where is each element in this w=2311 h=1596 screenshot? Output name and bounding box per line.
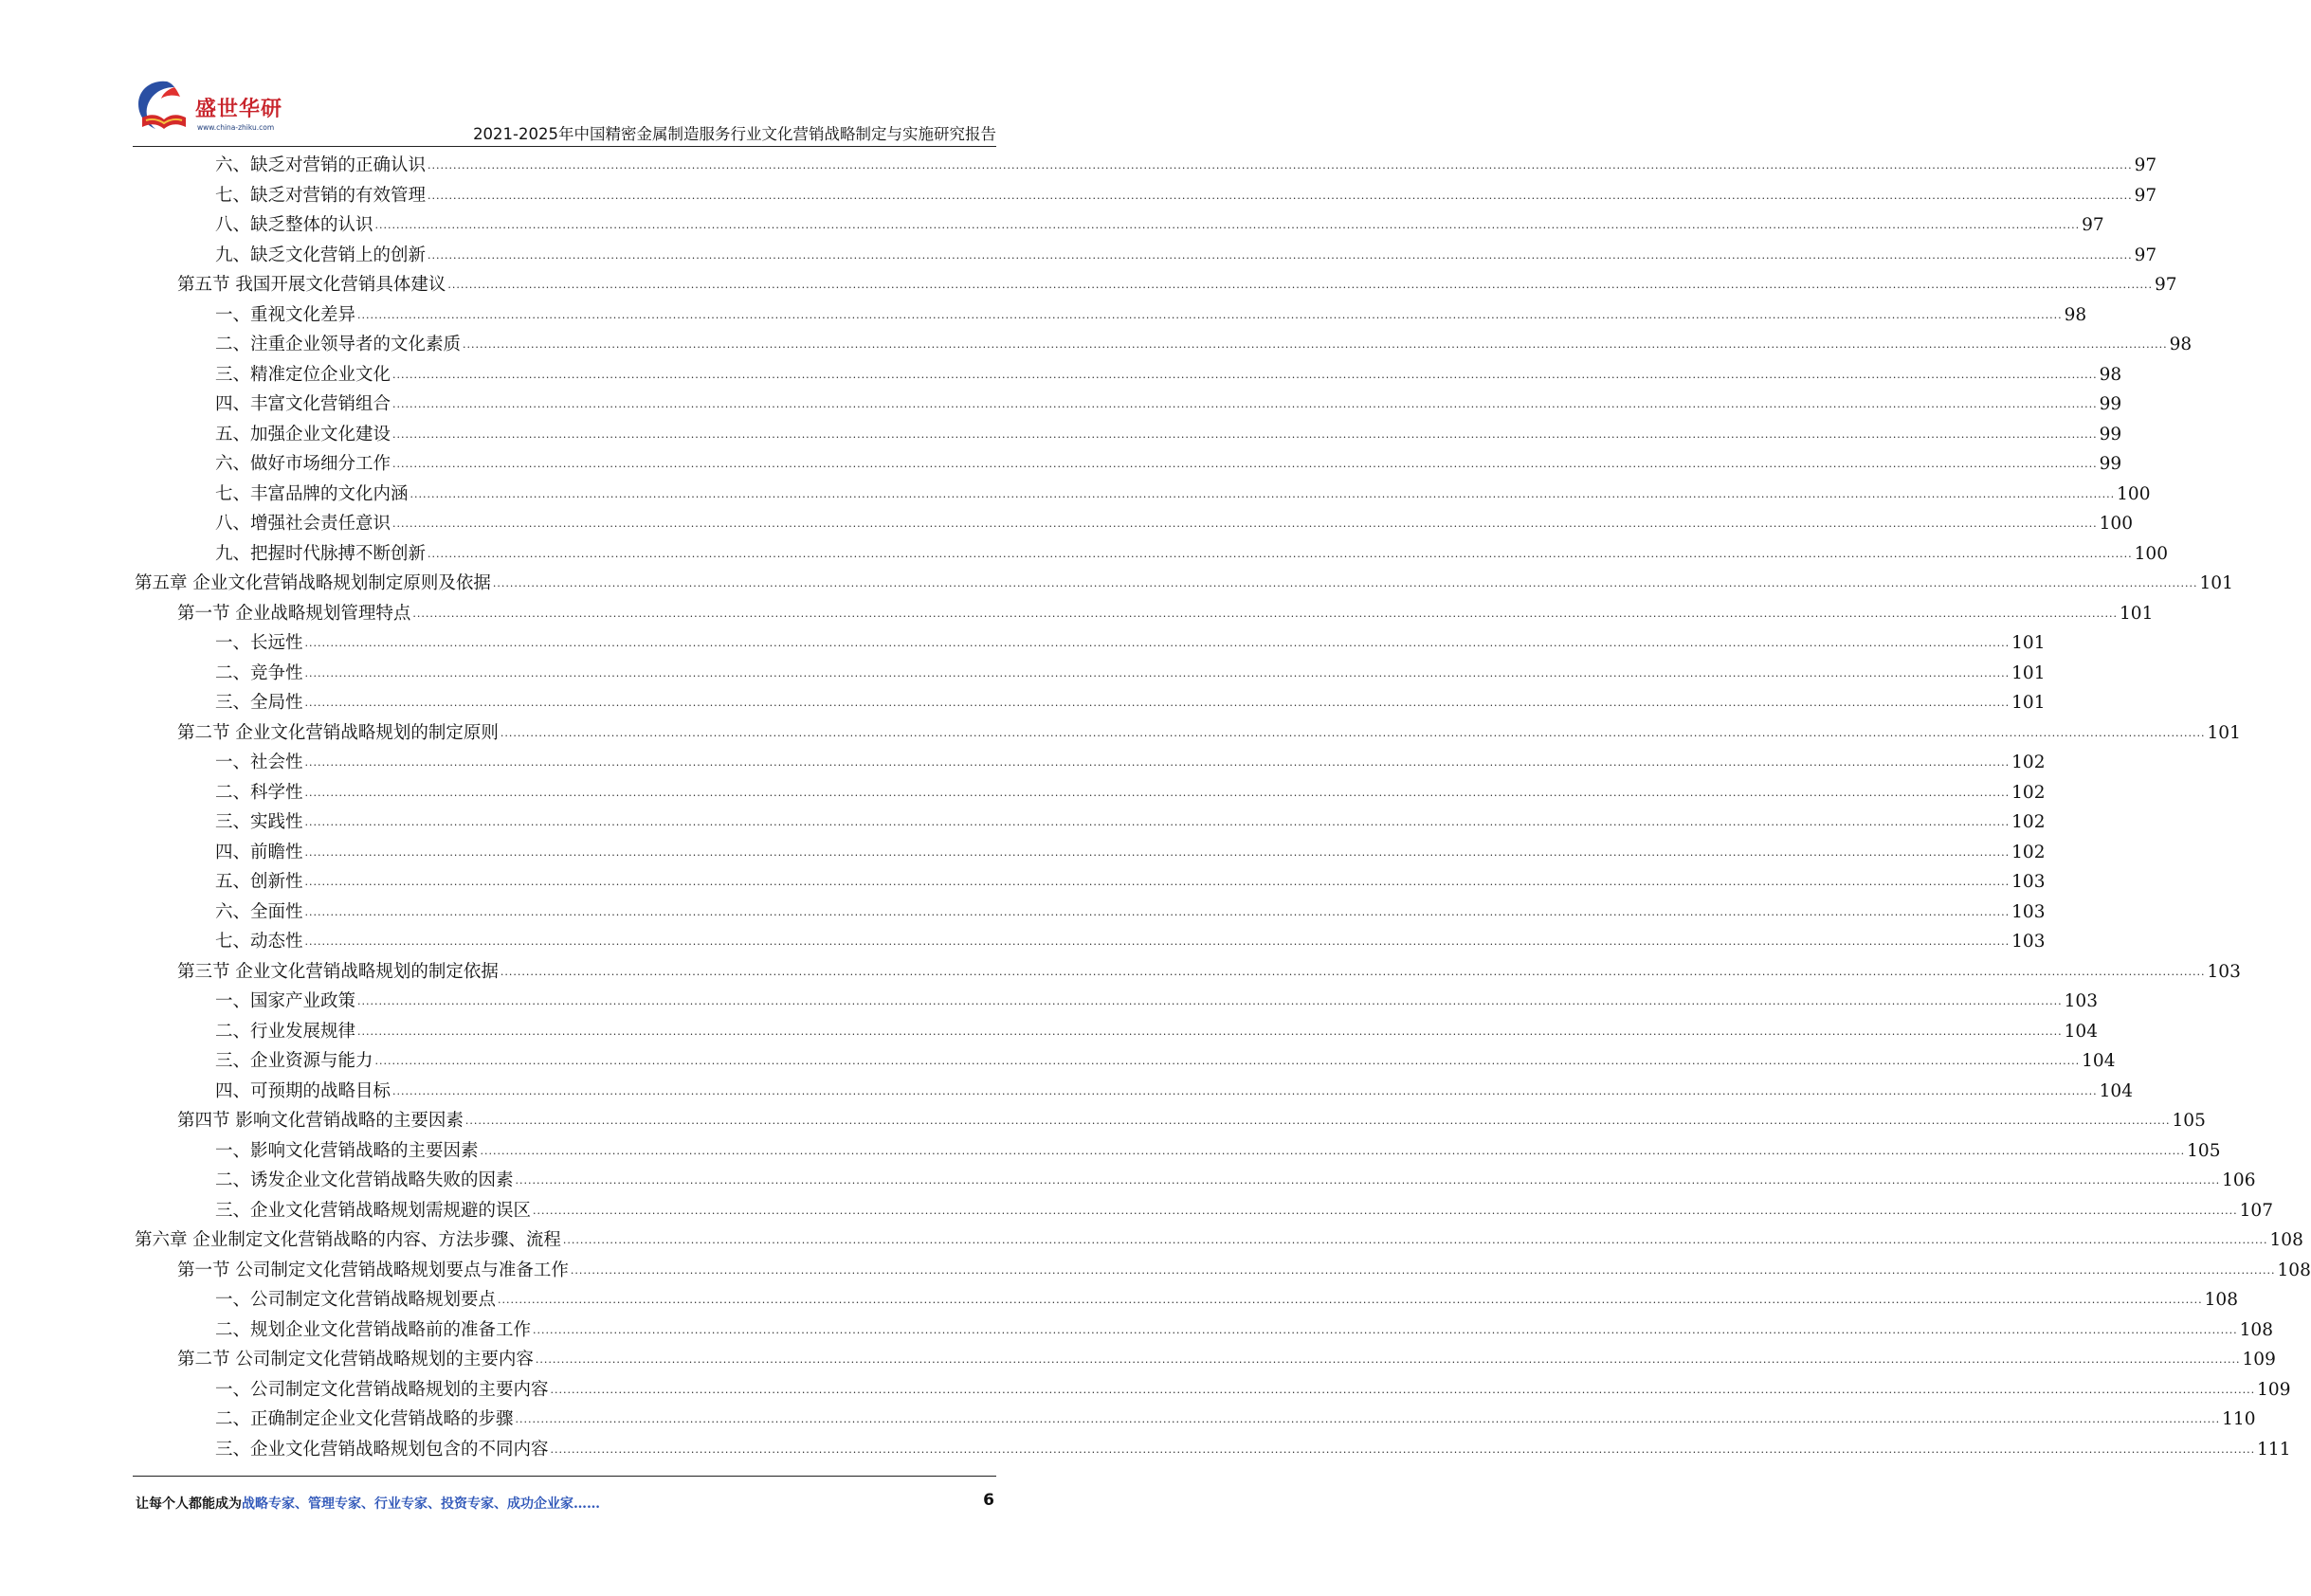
toc-entry[interactable]: [135, 987, 2098, 1017]
toc-dot-leader: ................................................................................................................................................................................................................................................................................................................................................................................................................: [570, 1263, 2276, 1277]
toc-entry-page: 101: [2120, 603, 2154, 624]
footer-slogan-highlight: 战略专家、管理专家、行业专家、投资专家、成功企业家……: [242, 1496, 600, 1512]
toc-entry-title: 九、缺乏文化营销上的创新: [215, 245, 427, 265]
toc-entry-page: 108: [2239, 1319, 2273, 1340]
toc-entry-title: 三、精准定位企业文化: [215, 364, 391, 385]
toc-entry-title: 第五节 我国开展文化营销具体建议: [177, 275, 446, 295]
toc-entry-title: 二、科学性: [215, 782, 303, 803]
toc-entry[interactable]: [135, 181, 2157, 211]
toc-entry[interactable]: [135, 927, 2046, 957]
toc-entry-title: 第五章 企业文化营销战略规划制定原则及依据: [135, 573, 491, 593]
toc-entry-page: 97: [2155, 275, 2177, 295]
toc-entry-page: 103: [2011, 932, 2046, 952]
toc-dot-leader: ................................................................................................................................................................................................................................................................................................................................................................................................................: [304, 935, 2011, 948]
toc-entry[interactable]: [135, 659, 2046, 689]
toc-dot-leader: ................................................................................................................................................................................................................................................................................................................................................................................................................: [357, 995, 2063, 1007]
toc-entry-title: 六、全面性: [215, 901, 303, 922]
toc-entry[interactable]: [135, 778, 2046, 808]
toc-entry[interactable]: [135, 718, 2241, 749]
toc-dot-leader: ................................................................................................................................................................................................................................................................................................................................................................................................................: [392, 427, 2098, 441]
footer-slogan-prefix: 让每个人都能成为: [136, 1496, 242, 1512]
toc-entry-page: 103: [2064, 991, 2098, 1011]
toc-entry[interactable]: [135, 1315, 2273, 1346]
toc-dot-leader: ................................................................................................................................................................................................................................................................................................................................................................................................................: [392, 517, 2098, 530]
toc-entry-title: 第六章 企业制定文化营销战略的内容、方法步骤、流程: [135, 1230, 561, 1250]
toc-entry[interactable]: [135, 688, 2046, 718]
toc-entry-title: 二、诱发企业文化营销战略失败的因素: [215, 1170, 514, 1190]
toc-entry[interactable]: [135, 1435, 2291, 1465]
page-number: 6: [983, 1491, 994, 1510]
toc-entry-title: 一、长远性: [215, 633, 303, 653]
toc-entry-title: 一、影响文化营销战略的主要因素: [215, 1140, 479, 1161]
toc-entry[interactable]: [135, 838, 2046, 868]
toc-entry[interactable]: [135, 628, 2046, 659]
toc-dot-leader: ................................................................................................................................................................................................................................................................................................................................................................................................................: [304, 666, 2011, 680]
logo-name: 盛世华研: [195, 98, 283, 121]
toc-entry-title: 第四节 影响文化营销战略的主要因素: [177, 1111, 464, 1131]
toc-dot-leader: ................................................................................................................................................................................................................................................................................................................................................................................................................: [464, 1115, 2171, 1127]
toc-entry-title: 七、缺乏对营销的有效管理: [215, 185, 427, 206]
toc-entry[interactable]: [135, 1046, 2116, 1077]
toc-entry-page: 97: [2134, 155, 2157, 175]
toc-entry[interactable]: [135, 599, 2154, 629]
logo-url: www.china-zhiku.com: [197, 123, 275, 132]
logo-book-icon: [133, 76, 195, 138]
page-header: [0, 0, 1129, 152]
toc-dot-leader: ................................................................................................................................................................................................................................................................................................................................................................................................................: [374, 219, 2081, 231]
toc-entry-title: 七、动态性: [215, 932, 303, 952]
toc-entry[interactable]: [135, 1225, 2303, 1256]
toc-entry-page: 101: [2199, 573, 2233, 593]
toc-dot-leader: ................................................................................................................................................................................................................................................................................................................................................................................................................: [392, 368, 2098, 381]
toc-entry-page: 102: [2011, 753, 2046, 772]
toc-dot-leader: ................................................................................................................................................................................................................................................................................................................................................................................................................: [357, 308, 2063, 321]
toc-entry[interactable]: [135, 390, 2122, 420]
toc-entry-title: 二、竞争性: [215, 662, 303, 683]
toc-dot-leader: ................................................................................................................................................................................................................................................................................................................................................................................................................: [535, 1353, 2241, 1366]
toc-entry-page: 105: [2187, 1140, 2221, 1161]
toc-entry-page: 110: [2222, 1409, 2256, 1429]
toc-entry-page: 102: [2011, 782, 2046, 803]
header-divider: [133, 146, 996, 147]
toc-entry[interactable]: [135, 1256, 2311, 1286]
toc-dot-leader: ................................................................................................................................................................................................................................................................................................................................................................................................................: [447, 279, 2154, 291]
toc-entry-title: 第一节 公司制定文化营销战略规划要点与准备工作: [177, 1260, 569, 1280]
toc-dot-leader: ................................................................................................................................................................................................................................................................................................................................................................................................................: [550, 1442, 2256, 1456]
toc-entry-page: 102: [2011, 842, 2046, 862]
toc-entry-page: 107: [2239, 1200, 2273, 1221]
toc-entry[interactable]: [135, 449, 2122, 480]
toc-dot-leader: ................................................................................................................................................................................................................................................................................................................................................................................................................: [498, 1294, 2203, 1306]
toc-entry-title: 六、做好市场细分工作: [215, 454, 391, 474]
toc-entry-title: 第一节 企业战略规划管理特点: [177, 603, 411, 624]
toc-entry-page: 105: [2172, 1111, 2206, 1131]
toc-entry-title: 四、可预期的战略目标: [215, 1080, 391, 1101]
toc-entry-title: 第三节 企业文化营销战略规划的制定依据: [177, 961, 499, 982]
toc-entry-page: 100: [2099, 514, 2133, 534]
toc-dot-leader: ................................................................................................................................................................................................................................................................................................................................................................................................................: [515, 1413, 2221, 1425]
toc-entry-title: 一、重视文化差异: [215, 304, 356, 325]
toc-entry[interactable]: [135, 151, 2157, 181]
toc-dot-leader: ................................................................................................................................................................................................................................................................................................................................................................................................................: [409, 487, 2116, 500]
footer-slogan: [136, 1494, 600, 1513]
toc-dot-leader: ................................................................................................................................................................................................................................................................................................................................................................................................................: [374, 1055, 2081, 1067]
toc-dot-leader: ................................................................................................................................................................................................................................................................................................................................................................................................................: [480, 1144, 2186, 1157]
toc-entry-page: 104: [2082, 1051, 2116, 1071]
toc-entry-title: 二、规划企业文化营销战略前的准备工作: [215, 1319, 532, 1340]
toc-entry-page: 97: [2082, 215, 2104, 235]
toc-entry-page: 103: [2011, 901, 2046, 922]
toc-entry[interactable]: [135, 1166, 2256, 1196]
toc-entry-title: 五、加强企业文化建设: [215, 424, 391, 444]
toc-dot-leader: ................................................................................................................................................................................................................................................................................................................................................................................................................: [412, 607, 2119, 620]
toc-entry-page: 98: [2064, 304, 2087, 325]
toc-entry-title: 八、增强社会责任意识: [215, 514, 391, 534]
toc-entry-title: 三、全局性: [215, 693, 303, 713]
toc-entry-page: 109: [2242, 1350, 2276, 1369]
toc-entry-title: 二、注重企业领导者的文化素质: [215, 335, 462, 354]
toc-entry[interactable]: [135, 1077, 2133, 1107]
toc-dot-leader: ................................................................................................................................................................................................................................................................................................................................................................................................................: [304, 637, 2011, 649]
toc-entry-title: 四、前瞻性: [215, 842, 303, 862]
toc-entry[interactable]: [135, 210, 2104, 241]
toc-entry-page: 109: [2257, 1379, 2291, 1400]
toc-entry-page: 103: [2011, 872, 2046, 892]
toc-entry-title: 七、丰富品牌的文化内涵: [215, 483, 409, 504]
toc-entry-page: 106: [2222, 1170, 2256, 1190]
toc-entry-page: 101: [2011, 633, 2046, 653]
toc-dot-leader: ................................................................................................................................................................................................................................................................................................................................................................................................................: [304, 845, 2011, 859]
table-of-contents: [135, 151, 2311, 1464]
toc-dot-leader: ................................................................................................................................................................................................................................................................................................................................................................................................................: [428, 248, 2133, 262]
toc-entry-page: 99: [2099, 394, 2122, 414]
toc-entry-page: 99: [2099, 454, 2122, 474]
toc-dot-leader: ................................................................................................................................................................................................................................................................................................................................................................................................................: [533, 1323, 2238, 1336]
toc-entry-page: 103: [2207, 961, 2241, 982]
toc-dot-leader: ................................................................................................................................................................................................................................................................................................................................................................................................................: [392, 398, 2098, 410]
toc-dot-leader: ................................................................................................................................................................................................................................................................................................................................................................................................................: [304, 816, 2011, 828]
toc-entry[interactable]: [135, 957, 2241, 988]
toc-entry-title: 三、企业文化营销战略规划需规避的误区: [215, 1200, 532, 1221]
toc-dot-leader: ................................................................................................................................................................................................................................................................................................................................................................................................................: [562, 1234, 2268, 1246]
toc-entry-page: 108: [2269, 1230, 2303, 1250]
toc-entry-page: 101: [2011, 693, 2046, 713]
toc-entry-title: 三、企业资源与能力: [215, 1051, 373, 1071]
company-logo: [133, 76, 322, 142]
toc-entry[interactable]: [135, 360, 2122, 390]
toc-entry[interactable]: [135, 1017, 2098, 1047]
toc-dot-leader: ................................................................................................................................................................................................................................................................................................................................................................................................................: [550, 1383, 2256, 1396]
toc-dot-leader: ................................................................................................................................................................................................................................................................................................................................................................................................................: [428, 547, 2133, 560]
toc-entry-page: 97: [2134, 185, 2157, 206]
toc-dot-leader: ................................................................................................................................................................................................................................................................................................................................................................................................................: [533, 1204, 2238, 1217]
toc-dot-leader: ................................................................................................................................................................................................................................................................................................................................................................................................................: [392, 458, 2098, 470]
toc-entry-page: 111: [2257, 1439, 2291, 1460]
toc-entry-page: 98: [2099, 364, 2122, 385]
toc-entry-title: 四、丰富文化营销组合: [215, 394, 391, 414]
toc-dot-leader: ................................................................................................................................................................................................................................................................................................................................................................................................................: [515, 1174, 2221, 1187]
toc-entry-page: 108: [2204, 1290, 2238, 1310]
toc-entry[interactable]: [135, 1345, 2276, 1375]
toc-entry[interactable]: [135, 480, 2151, 510]
footer-divider: [133, 1476, 996, 1477]
toc-entry-title: 一、公司制定文化营销战略规划要点: [215, 1290, 497, 1310]
toc-entry-title: 九、把握时代脉搏不断创新: [215, 543, 427, 564]
toc-entry[interactable]: [135, 898, 2046, 928]
toc-entry-page: 104: [2064, 1021, 2098, 1042]
toc-entry[interactable]: [135, 539, 2168, 570]
toc-entry-title: 三、企业文化营销战略规划包含的不同内容: [215, 1439, 549, 1460]
toc-entry-page: 100: [2134, 543, 2168, 564]
toc-entry-page: 108: [2277, 1260, 2311, 1280]
toc-dot-leader: ................................................................................................................................................................................................................................................................................................................................................................................................................: [392, 1084, 2098, 1097]
toc-dot-leader: ................................................................................................................................................................................................................................................................................................................................................................................................................: [304, 876, 2011, 888]
toc-entry-page: 98: [2169, 335, 2193, 354]
toc-entry-page: 100: [2117, 483, 2151, 504]
toc-entry[interactable]: [135, 807, 2046, 838]
toc-entry-page: 101: [2011, 662, 2046, 683]
toc-dot-leader: ................................................................................................................................................................................................................................................................................................................................................................................................................: [304, 905, 2011, 918]
toc-dot-leader: ................................................................................................................................................................................................................................................................................................................................................................................................................: [304, 786, 2011, 799]
toc-entry-page: 97: [2134, 245, 2157, 265]
toc-entry[interactable]: [135, 1285, 2238, 1315]
toc-entry-title: 一、公司制定文化营销战略规划的主要内容: [215, 1379, 549, 1400]
toc-dot-leader: ................................................................................................................................................................................................................................................................................................................................................................................................................: [463, 338, 2168, 351]
toc-entry-title: 一、国家产业政策: [215, 991, 356, 1011]
toc-entry-title: 第二节 企业文化营销战略规划的制定原则: [177, 722, 499, 743]
toc-entry-page: 104: [2099, 1080, 2133, 1101]
toc-entry-title: 第二节 公司制定文化营销战略规划的主要内容: [177, 1350, 534, 1369]
toc-dot-leader: ................................................................................................................................................................................................................................................................................................................................................................................................................: [304, 697, 2011, 709]
toc-entry[interactable]: [135, 1106, 2206, 1136]
toc-entry-page: 99: [2099, 424, 2122, 444]
toc-entry-title: 二、正确制定企业文化营销战略的步骤: [215, 1409, 514, 1429]
toc-entry[interactable]: [135, 270, 2177, 300]
toc-dot-leader: ................................................................................................................................................................................................................................................................................................................................................................................................................: [357, 1025, 2063, 1038]
toc-dot-leader: ................................................................................................................................................................................................................................................................................................................................................................................................................: [500, 965, 2206, 978]
toc-entry-page: 101: [2207, 722, 2241, 743]
toc-dot-leader: ................................................................................................................................................................................................................................................................................................................................................................................................................: [304, 756, 2011, 769]
toc-entry[interactable]: [135, 420, 2122, 450]
toc-entry[interactable]: [135, 330, 2193, 360]
toc-dot-leader: ................................................................................................................................................................................................................................................................................................................................................................................................................: [428, 189, 2133, 202]
toc-entry[interactable]: [135, 748, 2046, 778]
toc-entry[interactable]: [135, 569, 2233, 599]
toc-entry[interactable]: [135, 300, 2087, 331]
toc-entry-title: 五、创新性: [215, 872, 303, 892]
toc-entry[interactable]: [135, 1196, 2273, 1226]
toc-entry[interactable]: [135, 1136, 2221, 1167]
toc-dot-leader: ................................................................................................................................................................................................................................................................................................................................................................................................................: [492, 577, 2198, 589]
toc-entry-page: 102: [2011, 812, 2046, 832]
toc-dot-leader: ................................................................................................................................................................................................................................................................................................................................................................................................................: [428, 159, 2133, 172]
toc-entry[interactable]: [135, 1375, 2291, 1406]
toc-entry[interactable]: [135, 1405, 2256, 1435]
toc-entry-title: 一、社会性: [215, 753, 303, 772]
toc-entry-title: 六、缺乏对营销的正确认识: [215, 155, 427, 175]
report-title: 2021-2025年中国精密金属制造服务行业文化营销战略制定与实施研究报告: [473, 125, 996, 143]
toc-entry-title: 三、实践性: [215, 812, 303, 832]
toc-entry[interactable]: [135, 509, 2133, 539]
toc-entry[interactable]: [135, 867, 2046, 898]
toc-dot-leader: ................................................................................................................................................................................................................................................................................................................................................................................................................: [500, 726, 2206, 739]
toc-entry[interactable]: [135, 241, 2157, 271]
toc-entry-title: 八、缺乏整体的认识: [215, 215, 373, 235]
toc-entry-title: 二、行业发展规律: [215, 1021, 356, 1042]
